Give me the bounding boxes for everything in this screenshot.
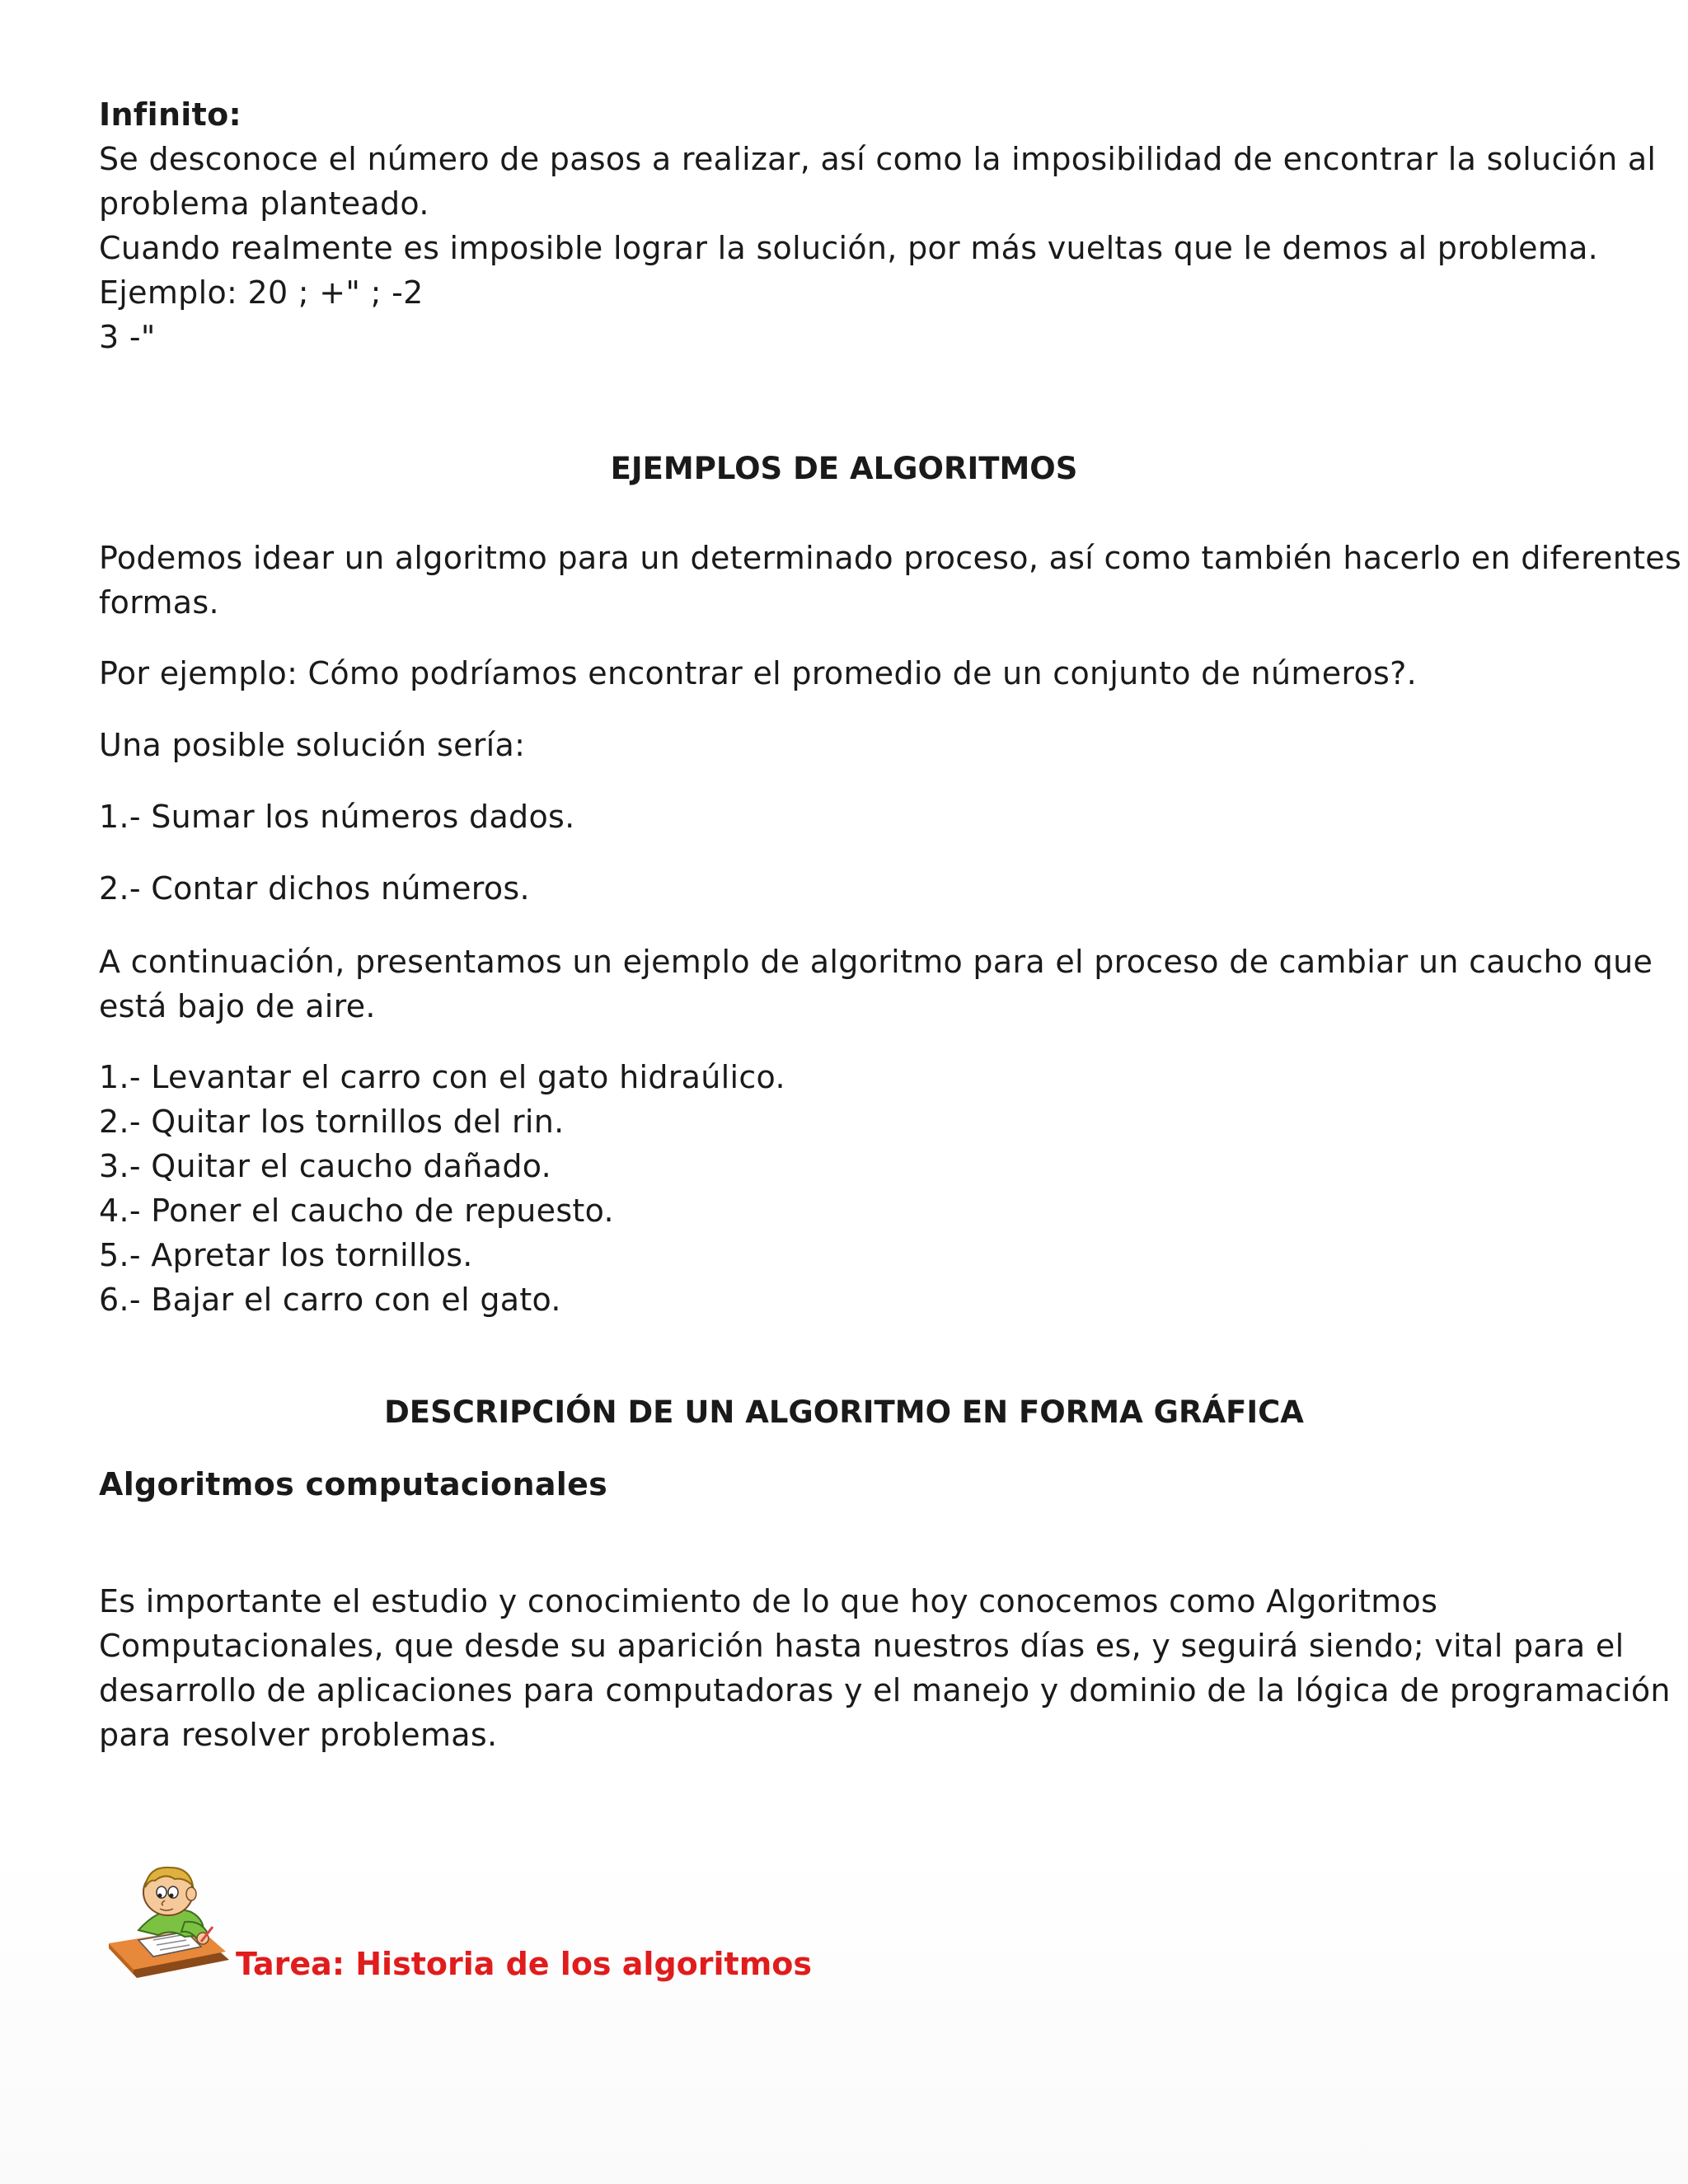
- ejemplos-continuation-line: A continuación, presentamos un ejemplo de algoritmo para el proceso de cambiar un caucho que: [99, 944, 1653, 980]
- ejemplos-continuation-line: está bajo de aire.: [99, 988, 376, 1024]
- infinito-line: Cuando realmente es imposible lograr la solución, por más vueltas que le demos al problema.: [99, 230, 1599, 266]
- section-title-ejemplos: EJEMPLOS DE ALGORITMOS: [610, 451, 1078, 486]
- infinito-line: Se desconoce el número de pasos a realizar, así como la imposibilidad de encontrar la solución al: [99, 141, 1657, 177]
- descripcion-paragraph-line: Computacionales, que desde su aparición hasta nuestros días es, y seguirá siendo; vital para el: [99, 1628, 1625, 1664]
- tire-step: 6.- Bajar el carro con el gato.: [99, 1282, 561, 1318]
- descripcion-paragraph-line: para resolver problemas.: [99, 1717, 498, 1753]
- task-label: Tarea: Historia de los algoritmos: [236, 1946, 813, 1982]
- student-writing-icon: [106, 1854, 237, 1980]
- tire-step: 5.- Apretar los tornillos.: [99, 1237, 473, 1273]
- ejemplos-step: 2.- Contar dichos números.: [99, 870, 530, 907]
- ejemplos-solution-label: Una posible solución sería:: [99, 727, 526, 763]
- ejemplos-intro-line: formas.: [99, 584, 219, 621]
- subsection-title: Algoritmos computacionales: [99, 1466, 608, 1502]
- infinito-line: problema planteado.: [99, 185, 429, 222]
- infinito-example: 3 -": [99, 319, 156, 355]
- task-callout: [106, 1854, 847, 1986]
- tire-step: 2.- Quitar los tornillos del rin.: [99, 1104, 565, 1140]
- ejemplos-intro-line: Podemos idear un algoritmo para un determinado proceso, así como también hacerlo en diferentes: [99, 540, 1682, 576]
- tire-step: 1.- Levantar el carro con el gato hidraúlico.: [99, 1059, 785, 1095]
- tire-step: 4.- Poner el caucho de repuesto.: [99, 1193, 614, 1229]
- ejemplos-step: 1.- Sumar los números dados.: [99, 799, 575, 835]
- descripcion-paragraph-line: Es importante el estudio y conocimiento de lo que hoy conocemos como Algoritmos: [99, 1583, 1438, 1619]
- ejemplos-question: Por ejemplo: Cómo podríamos encontrar el promedio de un conjunto de números?.: [99, 655, 1417, 691]
- infinito-example: Ejemplo: 20 ; +" ; -2: [99, 274, 424, 311]
- infinito-heading: Infinito:: [99, 96, 241, 133]
- section-title-descripcion: DESCRIPCIÓN DE UN ALGORITMO EN FORMA GRÁFICA: [384, 1394, 1304, 1430]
- tire-step: 3.- Quitar el caucho dañado.: [99, 1148, 552, 1184]
- descripcion-paragraph-line: desarrollo de aplicaciones para computadoras y el manejo y dominio de la lógica de programación: [99, 1672, 1671, 1708]
